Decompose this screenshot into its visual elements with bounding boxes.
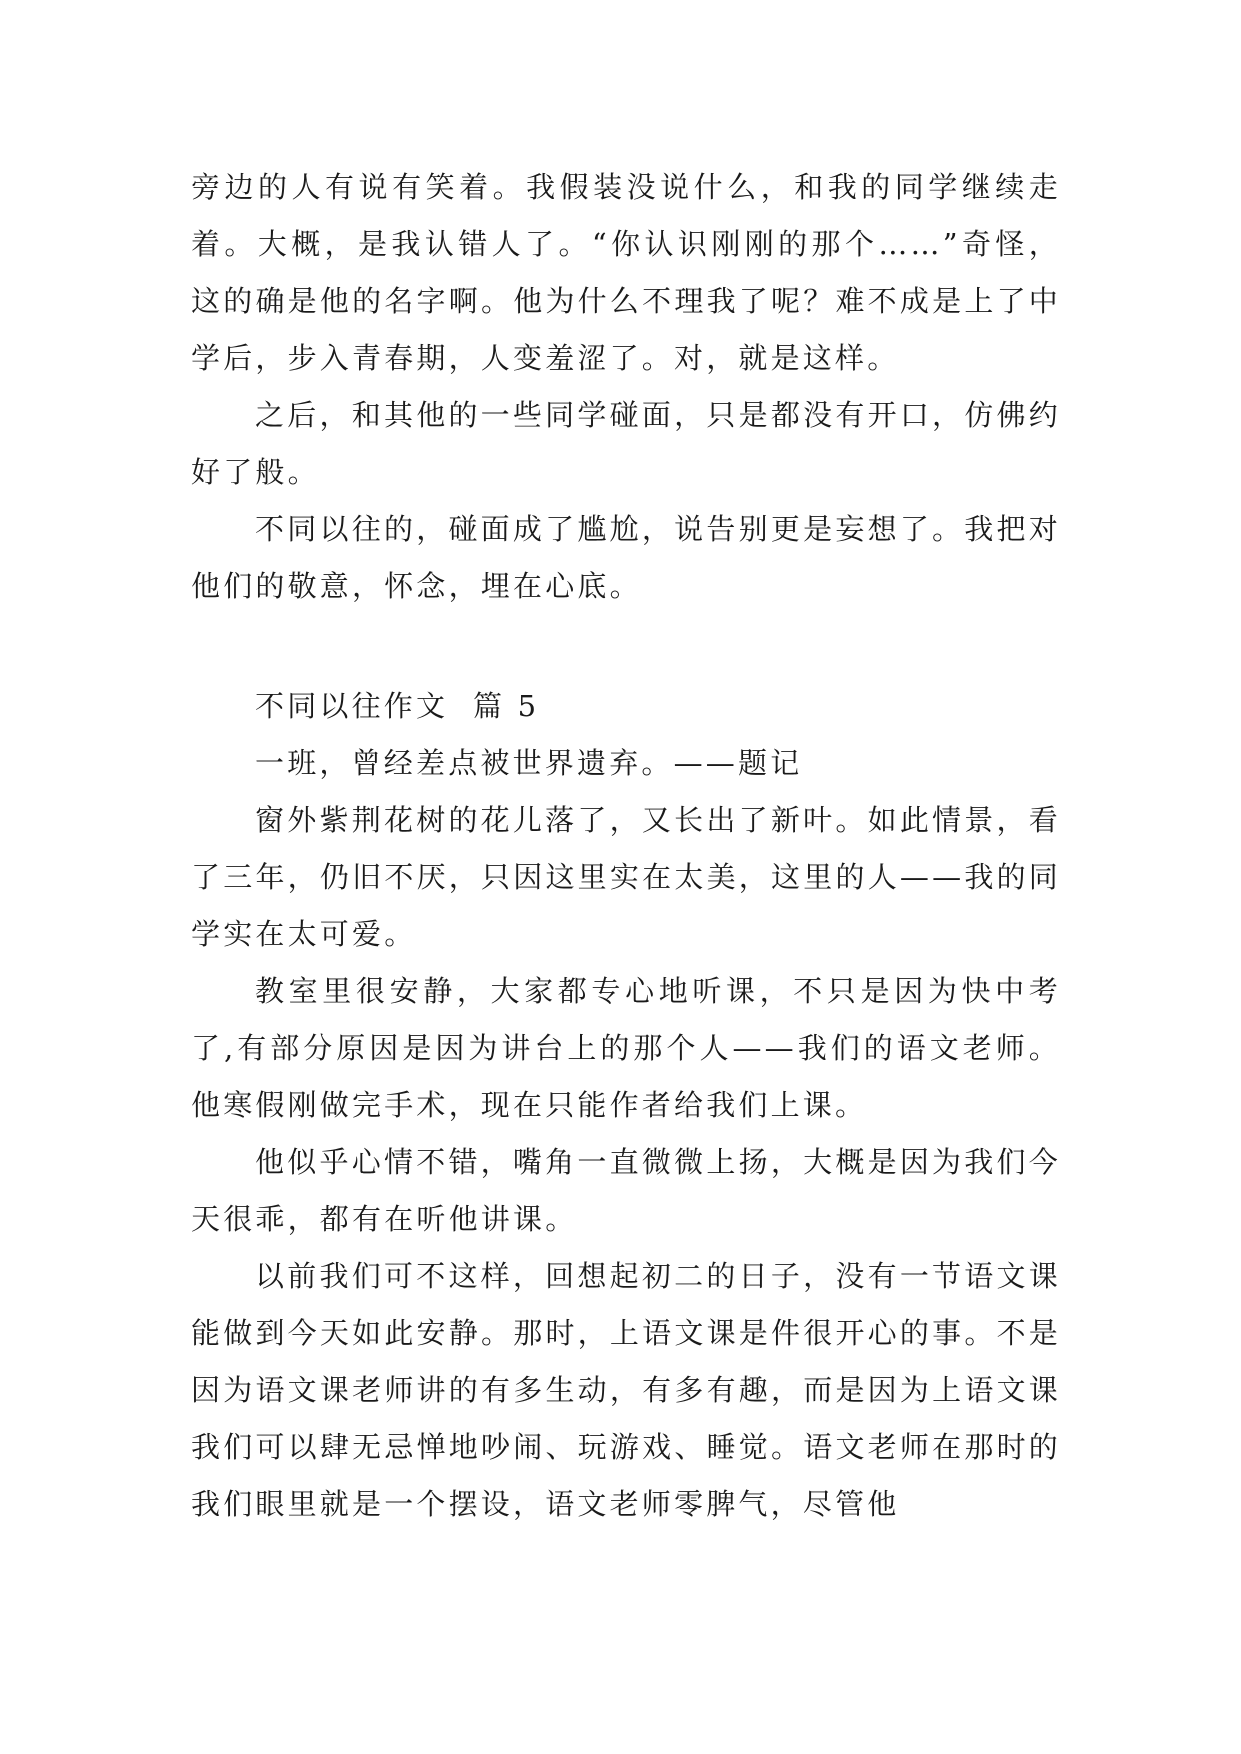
section-gap — [191, 615, 1061, 678]
document-body — [191, 159, 1061, 1533]
paragraph: 他似乎心情不错，嘴角一直微微上扬，大概是因为我们今天很乖，都有在听他讲课。 — [191, 1145, 1061, 1236]
paragraph: 以前我们可不这样，回想起初二的日子，没有一节语文课能做到今天如此安静。那时，上语文课是件很开心的事。不是因为语文课老师讲的有多生动，有多有趣，而是因为上语文课我们可以肆无忌惮地吵闹、玩游戏、睡觉。语文老师在那时的我们眼里就是一个摆设，语文老师零脾气，尽管他 — [191, 1259, 1061, 1521]
epigraph: 一班，曾经差点被世界遗弃。——题记 — [255, 746, 803, 780]
paragraph: 教室里很安静，大家都专心地听课，不只是因为快中考了,有部分原因是因为讲台上的那个人——我们的语文老师。他寒假刚做完手术，现在只能作者给我们上课。 — [191, 974, 1061, 1122]
paragraph: 窗外紫荆花树的花儿落了，又长出了新叶。如此情景，看了三年，仍旧不厌，只因这里实在太美，这里的人——我的同学实在太可爱。 — [191, 803, 1061, 951]
paragraph-continued: 旁边的人有说有笑着。我假装没说什么，和我的同学继续走着。大概，是我认错人了。“你认识刚刚的那个……”奇怪，这的确是他的名字啊。他为什么不理我了呢？难不成是上了中学后，步入青春期，人变羞涩了。对，就是这样。 — [191, 170, 1061, 375]
paragraph: 之后，和其他的一些同学碰面，只是都没有开口，仿佛约好了般。 — [191, 398, 1061, 489]
paragraph: 不同以往的，碰面成了尴尬，说告别更是妄想了。我把对他们的敬意，怀念，埋在心底。 — [191, 512, 1061, 603]
section-title: 不同以往作文 篇 5 — [255, 689, 540, 723]
